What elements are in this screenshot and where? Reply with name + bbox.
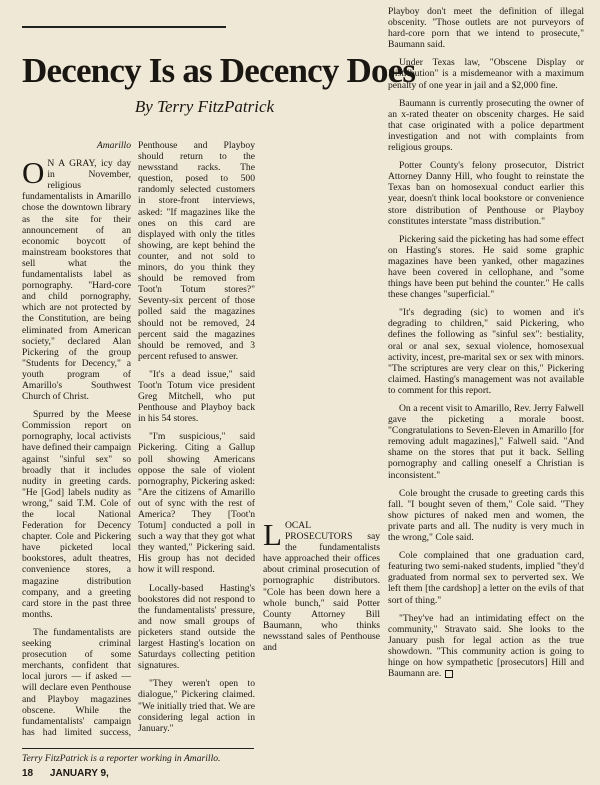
article-column-3	[263, 140, 380, 744]
paragraph: The fundamentalists are seeking criminal prosecution of some merchants, confident that local jurors — if asked — will declare even Penthouse and Playboy magazines obscene. While the fundamentalists' campaign has had limited success,	[22, 626, 131, 738]
article-column-2	[138, 140, 255, 738]
section-text: say the fundamentalists have approached their offices about criminal prosecution of pornographic distributors. "Cole has been down here a whole bunch," said Potter County Attorney Bill Baumann, who thinks newsstand sales of Penthouse and	[263, 531, 380, 654]
paragraph: Pickering said the picketing has had some effect on Hasting's stores. He said some graphic magazines have been yanked, other magazines have been covered in cellophane, and "some things have been put behind the counter." He calls these changes "superficial."	[388, 233, 584, 301]
article-column-1	[22, 140, 131, 738]
paragraph: Under Texas law, "Obscene Display or Distribution" is a misdemeanor with a maximum penalty of one year in jail and a $2,000 fine.	[388, 57, 584, 91]
lead-text: icy day in November, religious fundamentalists in Amarillo chose the downtown library as the site for their announcement of an economic boycott of mainstream bookstores that sell what the fundamentalists label as pornography. "Hard-core and child pornography, which are not protected by the Constitution, are being eliminated from American society," declared Alan Pickering of the group "Students for Decency," a youth program of Amarillo's Southwest Church of Christ.	[22, 158, 131, 403]
issue-date: JANUARY 9,	[49, 768, 109, 779]
end-mark-icon	[445, 670, 453, 678]
paragraph: Locally-based Hasting's bookstores did not respond to the fundamentalists' pressure, and now small groups of picketers stand outside the largest Hasting's location on Saturdays collecting petition signatures.	[138, 582, 255, 672]
paragraph: "It's degrading (sic) to women and it's degrading to children," said Pickering, who defines the following as "sinful sex": bestiality, oral or anal sex, sexual violence, homosexual activity, incest, pre-marital sex or sex with minors. "The scriptures are very clear on this," Pickering claimed. Hasting's management was not available to comment for this report.	[388, 307, 584, 396]
article-column-4	[388, 6, 584, 751]
headline: Decency Is as Decency Does	[22, 51, 416, 90]
paragraph: On a recent visit to Amarillo, Rev. Jerry Falwell gave the picketing a morale boost. "Congratulations to Seven-Eleven in Amarillo [for removing adult magazines]," Falwell said. "And shame on the stores that put it back. Selling pornography and calling oneself a Christian is inconsistent."	[388, 403, 584, 481]
author-footnote: Terry FitzPatrick is a reporter working in Amarillo.	[22, 748, 254, 764]
drop-cap-2: L	[263, 517, 282, 552]
page-number: 18	[22, 768, 34, 779]
lead-smallcaps: N A GRAY,	[47, 158, 97, 170]
paragraph: Cole complained that one graduation card, featuring two semi-naked students, implied "they'd graduated from normal sex to perverted sex. We left them [the cardshop] a letter on the evils of that sort of thing."	[388, 550, 584, 606]
paragraph	[263, 517, 380, 654]
drop-cap: O	[22, 155, 45, 191]
paragraph	[388, 613, 584, 680]
folio	[22, 768, 123, 779]
paragraph: Playboy don't meet the definition of illegal obscenity. "Those outlets are not purveyors of hard-core porn that we intend to prosecute," Baumann said.	[388, 6, 584, 51]
byline: By Terry FitzPatrick	[134, 97, 275, 116]
paragraph: "They weren't open to dialogue," Pickering claimed. "We initially tried that. We are considering legal action in January."	[138, 678, 255, 734]
lead-paragraph	[22, 155, 131, 403]
paragraph: "I'm suspicious," said Pickering. Citing a Gallup poll showing Americans oppose the sale of violent pornography, Pickering asked: "Are the citizens of Amarillo out of sync with the rest of America? They [Toot'n Totum] conducted a poll in such a way that they got what they wanted," Pickering said. His group has not decided how it will respond.	[138, 431, 255, 576]
paragraph: Spurred by the Meese Commission report on pornography, local activists have defined their campaign against "sinful sex" so broadly that it includes nudity in greeting cards. "He [God] labels nudity as wrong," said T.M. Cole of the local National Federation for Decency chapter. Cole and Pickering have picketed local bookstores, adult theatres, convenience stores, a magazine distribution company, and a greeting card store in the past three months.	[22, 409, 131, 620]
section-smallcaps: OCAL PROSECUTORS	[284, 520, 353, 543]
paragraph: Cole brought the crusade to greeting cards this fall. "I bought seven of them," Cole said. "They show pictures of naked men and women, the private parts and all. The nudity is very much in the wrong," Cole said.	[388, 487, 584, 544]
dateline: Amarillo	[96, 140, 131, 151]
paragraph: "It's a dead issue," said Toot'n Totum vice president Greg Mitchell, who put Penthouse and Playboy back in his 54 stores.	[138, 368, 255, 425]
paragraph: Penthouse and Playboy should return to the newsstand racks. The question, posed to 500 randomly selected customers in store-front interviews, asked: "If magazines like the ones on this card are displayed with only the titles showing, are kept behind the counter, and not sold to minors, do you think they should be removed from Toot'n Totum stores?" Seventy-six percent of those polled said the magazines should not be removed, 24 percent said the magazines should be removed, and 3 percent refused to answer.	[138, 140, 255, 362]
header-rule	[22, 26, 226, 28]
closing-text: "They've had an intimidating effect on the community," Stravato said. She looks to the January push for legal action as the true showdown. "This community action is going to hinge on how sympathetic [prosecutors] Hill and Baumann are.	[388, 612, 584, 680]
paragraph: Baumann is currently prosecuting the owner of an x-rated theater on obscenity charges. He said that case originated with a police department investigation and not with complaints from religious groups.	[388, 97, 584, 154]
paragraph: Potter County's felony prosecutor, District Attorney Danny Hill, who fought to reinstate the Texas ban on homosexual conduct earlier this year, doesn't think local bookstore or convenience store distribution of Penthouse or Playboy constitutes interstate "mass distribution."	[388, 160, 584, 227]
